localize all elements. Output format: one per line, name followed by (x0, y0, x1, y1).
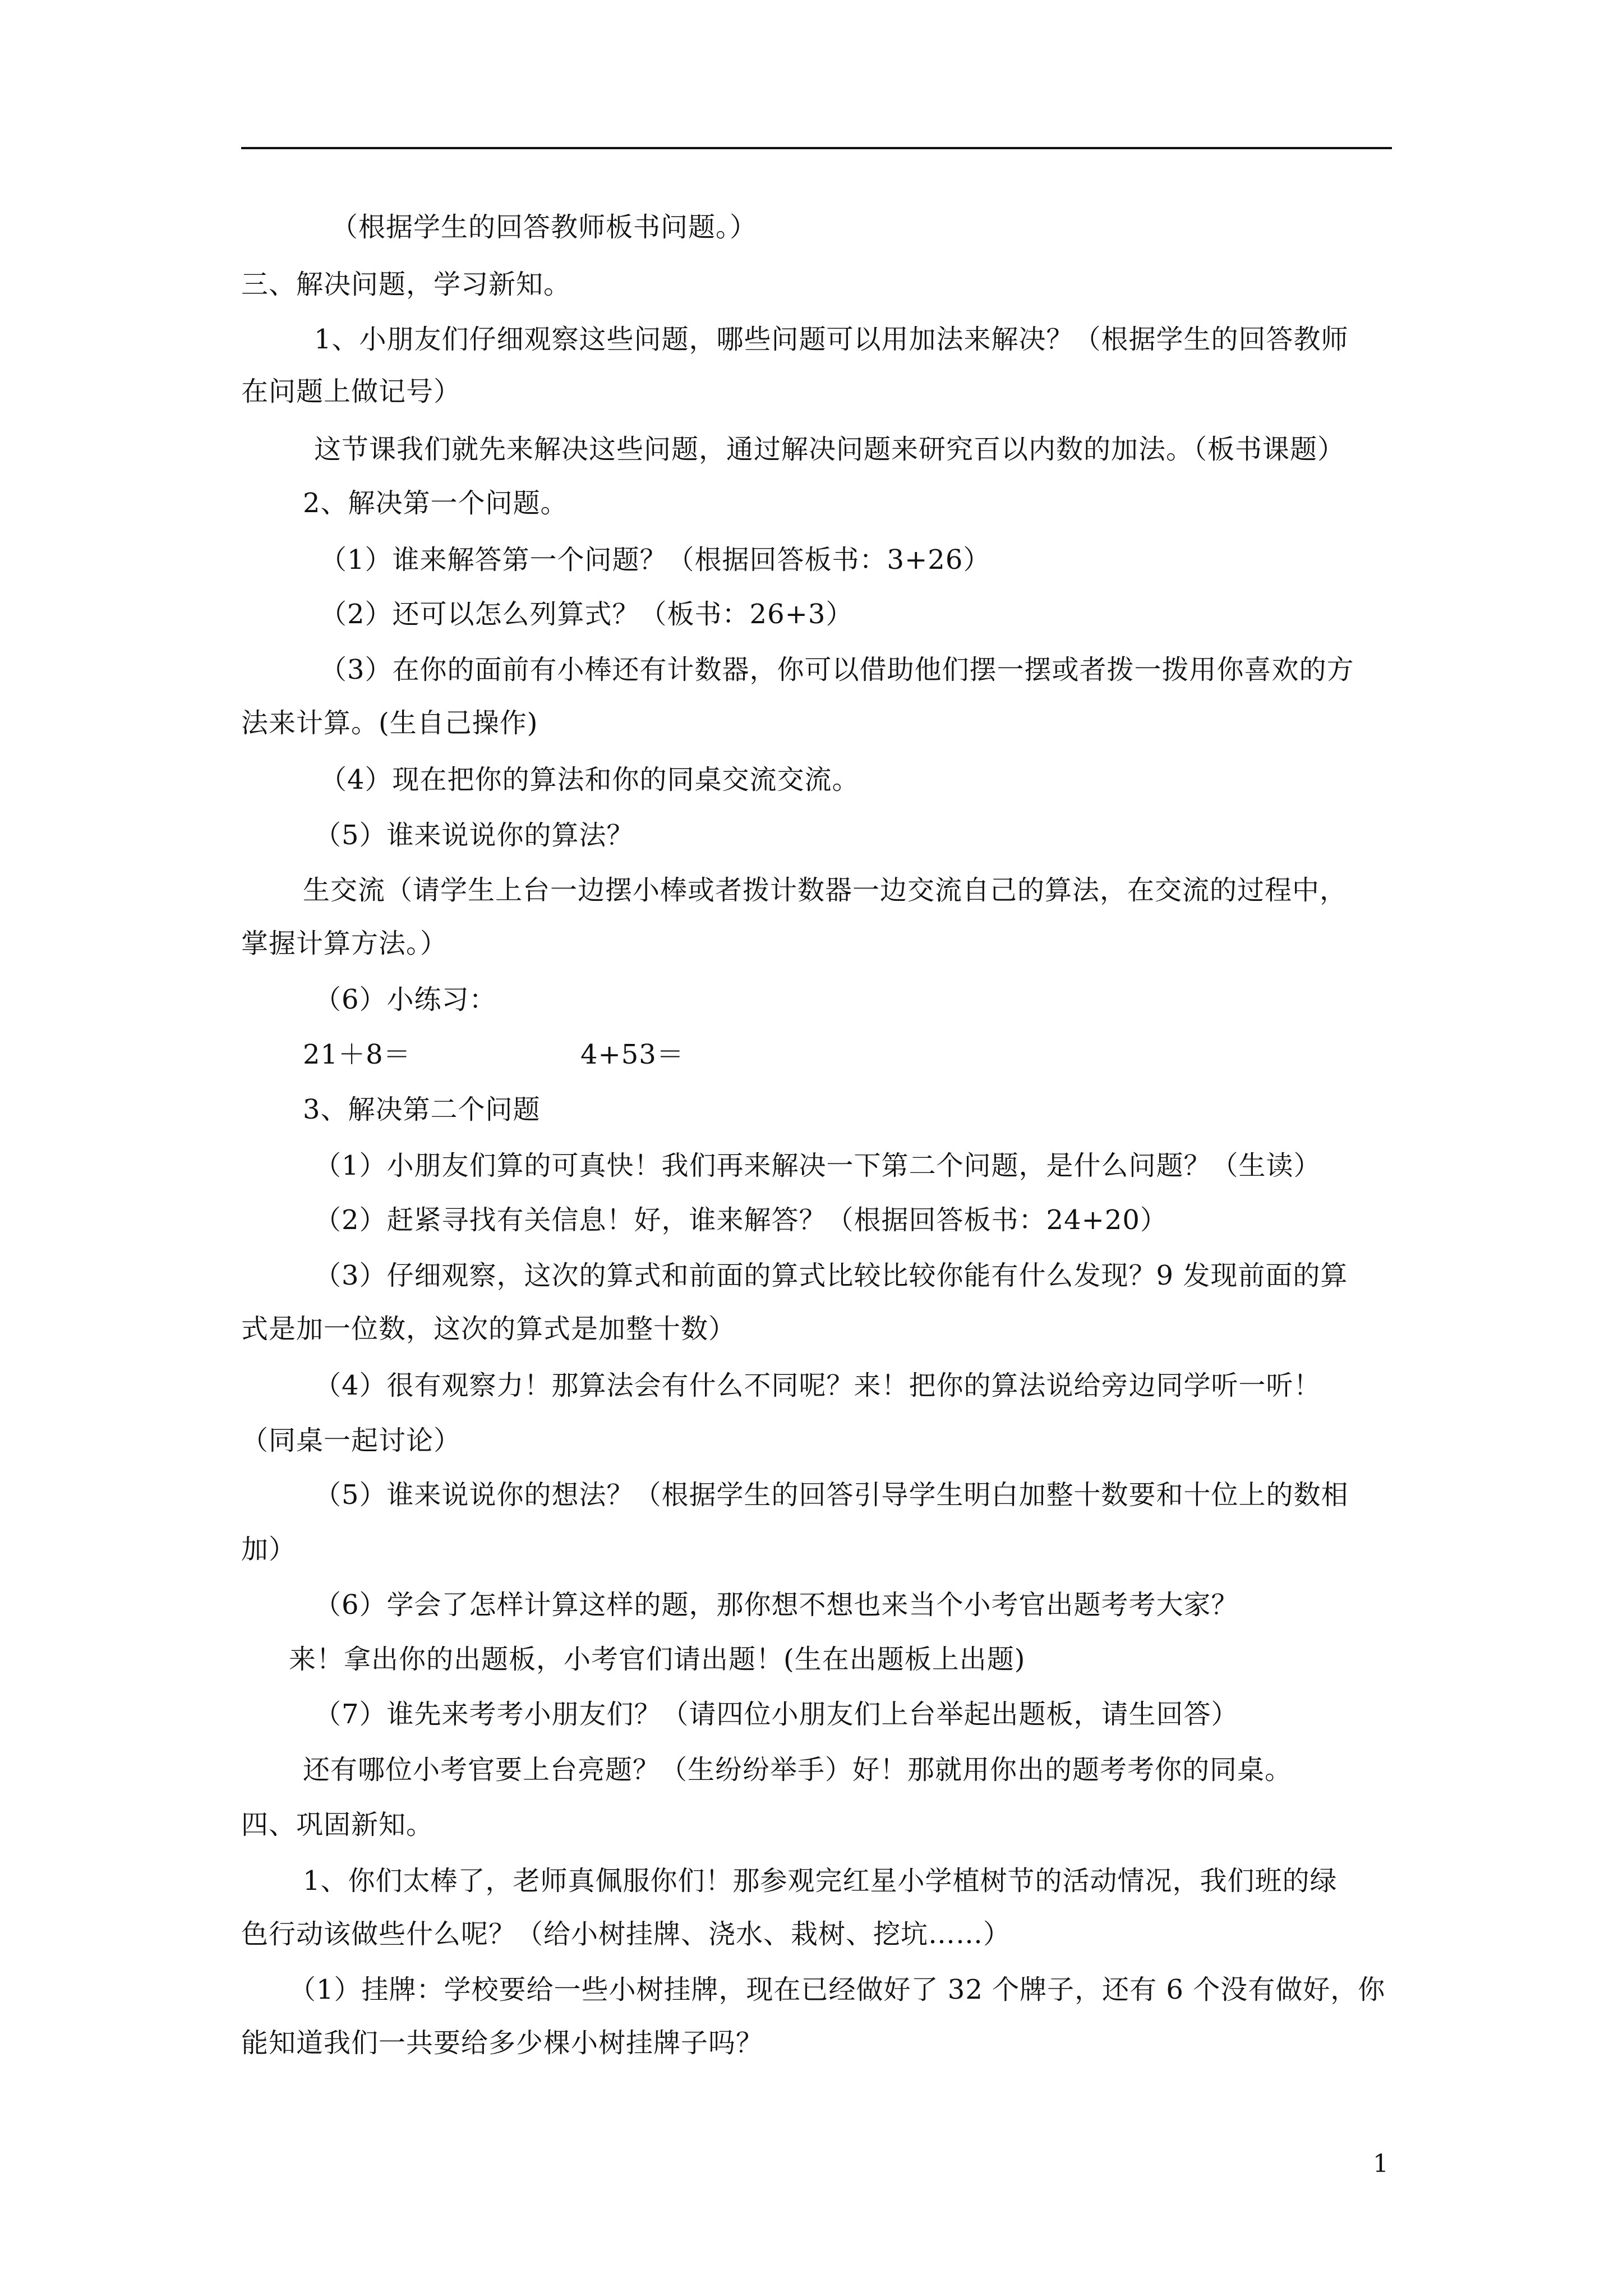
text-line: （6）小练习： (314, 984, 497, 1015)
text-line: 2、解决第一个问题。 (303, 487, 568, 519)
text-line: （1）挂牌：学校要给一些小树挂牌，现在已经做好了 32 个牌子，还有 6 个没有做好，你 (289, 1974, 1386, 2005)
text-line: （2）还可以怎么列算式？（板书：26+3） (320, 599, 854, 630)
text-line: （6）学会了怎样计算这样的题，那你想不想也来当个小考官出题考考大家？ (314, 1589, 1239, 1621)
header-rule (241, 147, 1392, 149)
text-line: 能知道我们一共要给多少棵小树挂牌子吗？ (241, 2027, 764, 2059)
text-line: 式是加一位数，这次的算式是加整十数） (241, 1313, 736, 1345)
text-line: （4）现在把你的算法和你的同桌交流交流。 (320, 764, 860, 795)
text-line: （7）谁先来考考小朋友们？（请四位小朋友们上台举起出题板，请生回答） (314, 1699, 1239, 1730)
page-number: 1 (1373, 2150, 1389, 2178)
text-line: 加） (241, 1534, 297, 1565)
text-line: 色行动该做些什么呢？（给小树挂牌、浇水、栽树、挖坑……） (241, 1918, 1011, 1950)
text-line: （3）仔细观察，这次的算式和前面的算式比较比较你能有什么发现？9 发现前面的算 (314, 1260, 1348, 1291)
text-line: 来！拿出你的出题板，小考官们请出题！(生在出题板上出题) (289, 1644, 1026, 1675)
text-line: （根据学生的回答教师板书问题。） (331, 211, 758, 243)
text-line: 生交流（请学生上台一边摆小棒或者拨计数器一边交流自己的算法，在交流的过程中， (303, 875, 1348, 906)
text-line: （2）赶紧寻找有关信息！好，谁来解答？（根据回答板书：24+20） (314, 1204, 1168, 1236)
section-heading: 三、解决问题，学习新知。 (241, 269, 571, 300)
text-line: 在问题上做记号） (241, 376, 462, 407)
text-line: 3、解决第二个问题 (303, 1094, 541, 1125)
practice-problem: 4+53＝ (580, 1039, 684, 1070)
text-line: 还有哪位小考官要上台亮题？（生纷纷举手）好！那就用你出的题考考你的同桌。 (303, 1754, 1293, 1786)
text-line: （5）谁来说说你的算法？ (314, 820, 634, 851)
text-line: 1、你们太棒了，老师真佩服你们！那参观完红星小学植树节的活动情况，我们班的绿 (303, 1865, 1338, 1897)
text-line: 1、小朋友们仔细观察这些问题，哪些问题可以用加法来解决？（根据学生的回答教师 (314, 324, 1349, 355)
text-line: 掌握计算方法。） (241, 928, 448, 959)
text-line: （5）谁来说说你的想法？（根据学生的回答引导学生明白加整十数要和十位上的数相 (314, 1479, 1349, 1511)
section-heading: 四、巩固新知。 (241, 1809, 434, 1841)
text-line: （1）小朋友们算的可真快！我们再来解决一下第二个问题，是什么问题？（生读） (314, 1150, 1321, 1181)
text-line: （同桌一起讨论） (241, 1425, 462, 1456)
text-line: （3）在你的面前有小棒还有计数器，你可以借助他们摆一摆或者拨一拨用你喜欢的方 (320, 654, 1354, 685)
text-line: 这节课我们就先来解决这些问题，通过解决问题来研究百以内数的加法。（板书课题） (314, 434, 1345, 465)
text-line: 法来计算。(生自己操作) (241, 707, 538, 739)
practice-problem: 21＋8＝ (303, 1039, 411, 1070)
text-line: （1）谁来解答第一个问题？（根据回答板书：3+26） (320, 544, 991, 576)
text-line: （4）很有观察力！那算法会有什么不同呢？来！把你的算法说给旁边同学听一听！ (314, 1370, 1321, 1401)
